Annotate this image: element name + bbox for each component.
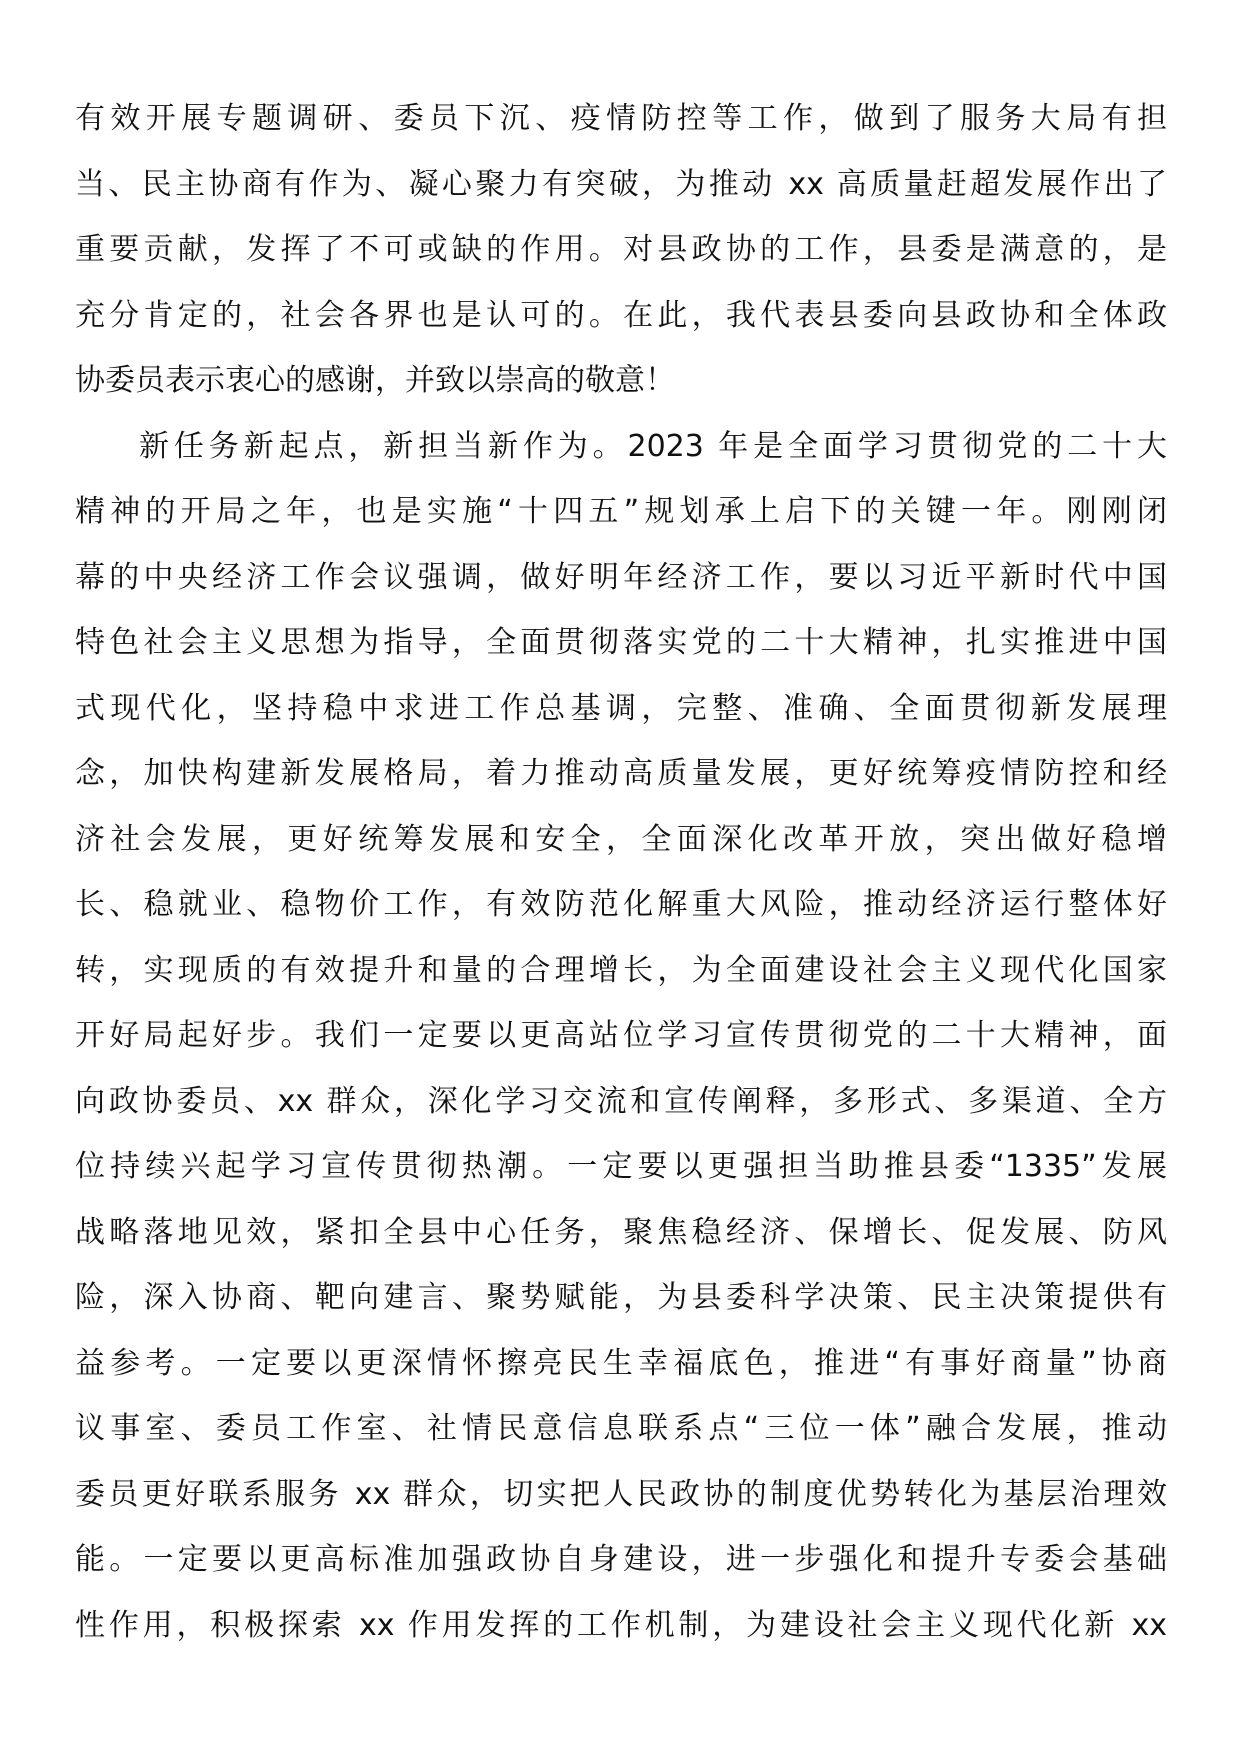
text-line: 重要贡献，发挥了不可或缺的作用。对县政协的工作，县委是满意的，是 <box>75 232 1167 267</box>
text-line: 长、稳就业、稳物价工作，有效防范化解重大风险，推动经济运行整体好 <box>75 887 1167 922</box>
text-line: 委员更好联系服务 xx 群众，切实把人民政协的制度优势转化为基层治理效 <box>75 1476 1167 1512</box>
text-line: 转，实现质的有效提升和量的合理增长，为全面建设社会主义现代化国家 <box>75 952 1167 988</box>
text-line: 协委员表示衷心的感谢，并致以崇高的敬意！ <box>75 363 675 398</box>
text-line: 念，加快构建新发展格局，着力推动高质量发展，更好统筹疫情防控和经 <box>75 756 1167 791</box>
text-line: 有效开展专题调研、委员下沉、疫情防控等工作，做到了服务大局有担 <box>75 101 1167 136</box>
text-line: 议事室、委员工作室、社情民意信息联系点“三位一体”融合发展，推动 <box>75 1411 1167 1446</box>
text-line: 幕的中央经济工作会议强调，做好明年经济工作，要以习近平新时代中国 <box>75 559 1167 595</box>
text-line: 险，深入协商、靶向建言、聚势赋能，为县委科学决策、民主决策提供有 <box>75 1280 1167 1315</box>
text-line: 特色社会主义思想为指导，全面贯彻落实党的二十大精神，扎实推进中国 <box>75 625 1167 660</box>
text-line: 精神的开局之年，也是实施“十四五”规划承上启下的关键一年。刚刚闭 <box>75 494 1167 529</box>
text-line: 能。一定要以更高标准加强政协自身建设，进一步强化和提升专委会基础 <box>75 1542 1167 1577</box>
text-line: 益参考。一定要以更深情怀擦亮民生幸福底色，推进“有事好商量”协商 <box>75 1345 1167 1381</box>
text-line: 战略落地见效，紧扣全县中心任务，聚焦稳经济、保增长、促发展、防风 <box>75 1214 1167 1250</box>
text-line: 性作用，积极探索 xx 作用发挥的工作机制，为建设社会主义现代化新 xx <box>75 1607 1167 1643</box>
text-line: 当、民主协商有作为、凝心聚力有突破，为推动 xx 高质量赶超发展作出了 <box>75 166 1167 202</box>
text-line: 位持续兴起学习宣传贯彻热潮。一定要以更强担当助推县委“1335”发展 <box>75 1149 1167 1184</box>
text-line: 向政协委员、xx 群众，深化学习交流和宣传阐释，多形式、多渠道、全方 <box>75 1083 1167 1119</box>
text-line: 充分肯定的，社会各界也是认可的。在此，我代表县委向县政协和全体政 <box>75 297 1167 333</box>
text-line: 开好局起好步。我们一定要以更高站位学习宣传贯彻党的二十大精神，面 <box>75 1018 1167 1053</box>
paragraph-first-line: 新任务新起点，新担当新作为。2023 年是全面学习贯彻党的二十大 <box>139 428 1167 464</box>
text-line: 济社会发展，更好统筹发展和安全，全面深化改革开放，突出做好稳增 <box>75 821 1167 857</box>
body-text <box>75 86 1167 1658</box>
text-line: 式现代化，坚持稳中求进工作总基调，完整、准确、全面贯彻新发展理 <box>75 690 1167 726</box>
